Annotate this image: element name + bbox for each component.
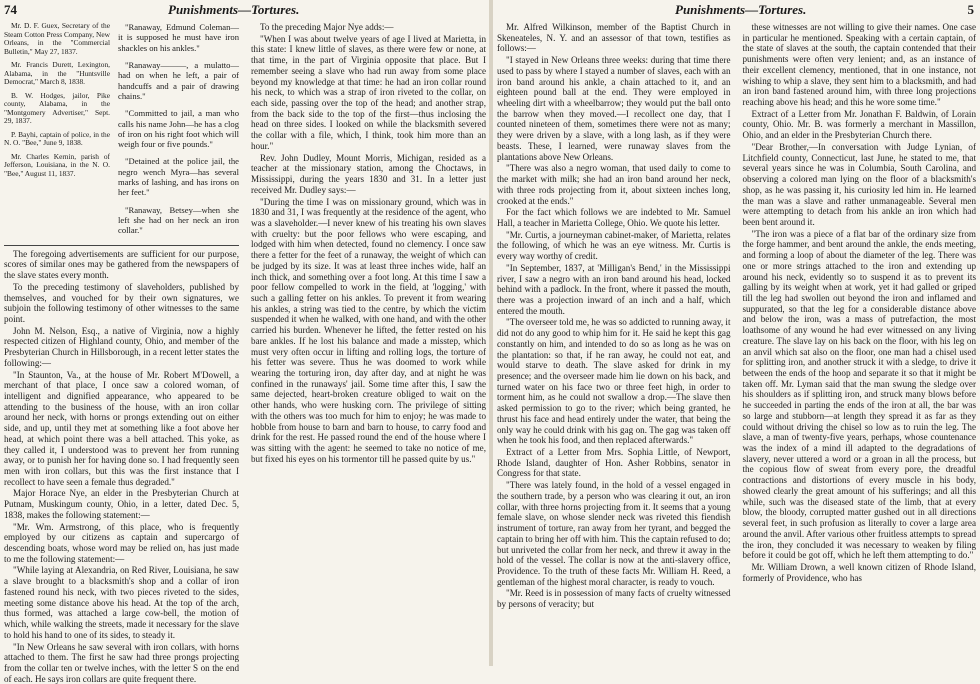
left-page-header <box>0 0 490 18</box>
paragraph: "While laying at Alexandria, on Red River, Louisiana, he saw a slave brought to a blacksmith's shop and a collar of iron fastened round his neck, with two pieces riveted to the sides, meeting some distance above his head. At the top of the arch, thus formed, was attached a large cow-bell, the motion of which, while walking the streets, made it necessary for the slave to hold his hand to one of its sides, to steady it. <box>4 565 239 640</box>
page-number: 5 <box>968 2 975 18</box>
advertisement-texts <box>118 22 239 243</box>
paragraph: Extract of a Letter from Mr. Jonathan F. Baldwin, of Lorain county, Ohio. Mr. B. was formerly a merchant in Massillon, Ohio, and an elder in the Presbyterian Church there. <box>743 109 977 141</box>
right-column-2 <box>743 22 977 666</box>
left-page <box>0 0 490 666</box>
advertisement: "Ranaway———, a mulatto—had on when he left, a pair of handcuffs and a pair of drawing chains." <box>118 60 239 101</box>
paragraph: "Dear Brother,—In conversation with Judge Lynian, of Litchfield county, Connecticut, last June, he stated to me, that several years since he was in Columbia, South Carolina, and observing a colored man lying on the floor of a blacksmith's shop, as he was passing it, his curiosity led him in. He learned the man was a slave and rather unmanageable. Several men were attempting to detach from his ankle an iron which had been bent around it. <box>743 142 977 228</box>
left-column-2 <box>251 22 486 666</box>
advertisement: "Ranaway, Edmund Coleman—it is supposed he must have iron shackles on his ankles." <box>118 22 239 53</box>
right-page <box>493 0 980 666</box>
paragraph: Mr. William Drown, a well known citizen of Rhode Island, formerly of Providence, who has <box>743 562 977 583</box>
paragraph: "There was also a negro woman, that used daily to come to the market with milk; she had an iron band around her neck, with three rods projecting from it, about sixteen inches long, crooked at the ends." <box>497 163 731 206</box>
advertiser: B. W. Hodges, jailor, Pike county, Alabama, in the "Montgomery Advertiser," Sept. 29, 1837. <box>4 92 110 126</box>
paragraph: "In September, 1837, at 'Milligan's Bend,' in the Mississippi river, I saw a negro with an iron band around his head, locked behind with a padlock. In the front, where it passed the mouth, there was a projection inward of an inch and a half, which entered the mouth. <box>497 263 731 317</box>
right-page-header <box>493 0 980 18</box>
paragraph: "The overseer told me, he was so addicted to running away, it did not do any good to whip him for it. He said he kept this gag constantly on him, and intended to do so as long as he was on the plantation: so that, if he ran away, he could not eat, and would starve to death. The slave asked for drink in my presence; and the overseer made him lie down on his back, and turned water on his face two or three feet high, in order to torment him, as he could not swallow a drop.—The slave then asked permission to go to the river; which being granted, he thrust his face and head entirely under the water, that being the only way he could drink with his gag on. The gag was taken off when he took his food, and then replaced afterwards." <box>497 317 731 446</box>
paragraph: Extract of a Letter from Mrs. Sophia Little, of Newport, Rhode Island, daughter of Hon. Asher Robbins, senator in Congress for that state. <box>497 447 731 479</box>
paragraph: The foregoing advertisements are sufficient for our purpose, scores of similar ones may be gathered from the newspapers of the slave states every month. <box>4 249 239 281</box>
paragraph: "In Staunton, Va., at the house of Mr. Robert M'Dowell, a merchant of that place, I once saw a colored woman, of intelligent and dignified appearance, who appeared to be attending to the business of the house, with an iron collar around her neck, with horns or prongs extending out on either side, and up, until they met at something like a foot above her head, at which point there was a bell attached. This yoke, as they called it, I understood was to prevent her from running away, or to punish her for having done so. I had frequently seen men with iron collars, but this was the first instance that I recollect to have seen a female thus degraded." <box>4 370 239 488</box>
advertiser: Mr. Francis Durett, Lexington, Alabama, in the "Huntsville Democrat," March 8, 1838. <box>4 61 110 87</box>
paragraph: "When I was about twelve years of age I lived at Marietta, in this state: I knew little of slaves, as there were few or none, at that time, in the part of Virginia opposite that place. But I remember seeing a slave who had run away from some place beyond my knowledge at that time: he had an iron collar round his neck, to which was a strap of iron riveted to the collar, on each side, passing over the top of the head; and another strap, from the back side to the top of the first—thus inclosing the head on three sides. I looked on while the blacksmith severed the collar with a file, which, I think, took him more than an hour." <box>251 34 486 152</box>
paragraph: these witnesses are not willing to give their names. One case in particular he mentioned. Speaking with a certain captain, of the state of slaves at the south, the captain contended that their punishments were often very lenient; and, as an instance of their excellent clemency, mentioned, that in one instance, not wishing to whip a slave, they sent him to a blacksmith, and had an iron band fastened around him, with three long projections reaching above his head; and this he wore some time." <box>743 22 977 108</box>
right-page-columns <box>497 22 976 666</box>
advertisement: "Committed to jail, a man who calls his name John—he has a clog of iron on his right foot which will weigh four or five pounds." <box>118 108 239 149</box>
paragraph: Mr. Alfred Wilkinson, member of the Baptist Church in Skeneateles, N. Y. and an assessor of that town, testifies as follows:— <box>497 22 731 54</box>
paragraph: John M. Nelson, Esq., a native of Virginia, now a highly respected citizen of Highland county, Ohio, and member of the Presbyterian Church in Hillsborough, in a recent letter states the following:— <box>4 326 239 369</box>
paragraph: To the preceding testimony of slaveholders, published by themselves, and vouched for by their own signatures, we subjoin the following testimony of other witnesses to the same point. <box>4 282 239 325</box>
paragraph: For the fact which follows we are indebted to Mr. Samuel Hall, a teacher in Marietta College, Ohio. We quote his letter. <box>497 207 731 228</box>
advertisements-block <box>4 22 239 243</box>
paragraph: Rev. John Dudley, Mount Morris, Michigan, resided as a teacher at the missionary station, among the Choctaws, in Mississippi, during the years 1830 and 31. In a letter just received Mr. Dudley says:— <box>251 153 486 196</box>
advertisement: "Ranaway, Betsey—when she left she had on her neck an iron collar." <box>118 205 239 236</box>
paragraph: "Mr. Wm. Armstrong, of this place, who is frequently employed by our citizens as captain and supercargo of descending boats, whose word may be relied on, has just made to me the following statement:— <box>4 522 239 565</box>
paragraph: "Mr. Curtis, a journeyman cabinet-maker, of Marietta, relates the following, of which he was an eye witness. Mr. Curtis is every way worthy of credit. <box>497 230 731 262</box>
advertisers-list <box>4 22 110 243</box>
left-page-columns <box>4 22 486 666</box>
advertiser: Mr. Charles Kernin, parish of Jefferson, Louisiana, in the N. O. "Bee," August 11, 1837. <box>4 153 110 179</box>
paragraph: "The iron was a piece of a flat bar of the ordinary size from the forge hammer, and bent around the ankle, the ends meeting, and forming a loop of about the diameter of the leg. There was one or more strings attached to the iron and extending up around his neck, evidently so to suspend it as to prevent its galling by its weight when at work, yet it had galled or griped till the leg had swollen out beyond the iron and inflamed and suppurated, so that the leg for a considerable distance above and below the iron, was a mass of putrefaction, the most loathsome of any wound he had ever witnessed on any living creature. The slave lay on his back on the floor, with his leg on an anvil which sat also on the floor, one man had a chisel used for splitting iron, and another struck it with a sledge, to drive it between the ends of the hoop and separate it so that it might be taken off. Mr. Lyman said that the man swung the sledge over his shoulders as if splitting iron, and struck many blows before he succeeded in parting the ends of the iron at all, the bar was so large and stubborn—at length they spread it as far as they could without driving the chisel so low as to ruin the leg. The slave, a man of twenty-five years, perhaps, whose countenance was the index of a mind ill adapted to the degradations of slavery, never uttered a word or a groan in all the process, but the copious flow of sweat from every pore, the dreadful contractions and distortions of every muscle in his body, showed clearly the great amount of his sufferings; and all this while, such was the diseased state of the limb, that at every blow, the bloody, corrupted matter gushed out in all directions several feet, in such profusion as literally to cover a large area around the anvil. After various other fruitless attempts to spread the iron, they concluded it was necessary to weaken by filing before it could be got off, which he left them attempting to do." <box>743 229 977 561</box>
left-column-1 <box>4 22 239 666</box>
divider <box>4 245 239 246</box>
paragraph: Major Horace Nye, an elder in the Presbyterian Church at Putnam, Muskingum county, Ohio, in a letter, dated Dec. 5, 1838, makes the following statement:— <box>4 488 239 520</box>
running-head: Punishments—Tortures. <box>675 2 806 18</box>
paragraph: "I stayed in New Orleans three weeks: during that time there used to pass by where I stayed a number of slaves, each with an iron band around his ankle, a chain attached to it, and an eighteen pound ball at the end. They were employed in wheeling dirt with a wheelbarrow; they would put the ball onto the barrow when they moved.—I recollect one day, that I counted nineteen of them, sometimes there were not as many; they were driven by a slave, with a long lash, as if they were beasts. These, I learned, were runaway slaves from the plantations above New Orleans. <box>497 55 731 162</box>
advertiser: Mr. D. F. Guex, Secretary of the Steam Cotton Press Company, New Orleans, in the "Commercial Bulletin," May 27, 1837. <box>4 22 110 56</box>
right-column-1 <box>497 22 731 666</box>
running-head: Punishments—Tortures. <box>168 2 299 18</box>
paragraph: "During the time I was on missionary ground, which was in 1830 and 31, I was frequently at the residence of the agent, who was a slaveholder.—I never knew of his treating his own slaves with cruelty: but the poor fellows who were escaping, and lodged with him when detected, found no clemency. I once saw there a fetter for the feet of a runaway, the weight of which can be judged by its size. It was at least three inches wide, half an inch thick, and something over a foot long. At this time I saw a poor fellow compelled to work in the field, at 'logging,' with such a galling fetter on his ankles. To prevent it from wearing his ankles, a string was tied to the centre, by which the victim suspended it when he walked, with one hand, and with the other carried his burden. Whenever he lifted, the fetter rested on his bare ankles. If he lost his balance and made a misstep, which must very often occur in lifting and rolling logs, the torture of his fetter was severe. Thus he was doomed to work while wearing the torturing iron, day after day, and at night he was confined in the runaways' jail. Some time after this, I saw the same dejected, heart-broken creature obliged to wait on the other hands, who were husking corn. The privilege of sitting with the others was too much for him to enjoy; he was made to hobble from house to barn and barn to house, to carry food and drink for the rest. He passed round the end of the house where I was sitting with the agent: he seemed to take no notice of me, but fixed his eyes on his tormentor till he passed quite by us." <box>251 197 486 465</box>
page-number: 74 <box>4 2 17 18</box>
advertiser: P. Bayhi, captain of police, in the N. O. "Bee," June 9, 1838. <box>4 131 110 148</box>
paragraph: "Mr. Reed is in possession of many facts of cruelty witnessed by persons of veracity; but <box>497 588 731 609</box>
advertisement: "Detained at the police jail, the negro wench Myra—has several marks of lashing, and has irons on her feet." <box>118 156 239 197</box>
paragraph: "In New Orleans he saw several with iron collars, with horns attached to them. The first he saw had three prongs projecting from the collar ten or twelve inches, with the letter S on the end of each. He says iron collars are quite frequent there. <box>4 642 239 684</box>
paragraph: "There was lately found, in the hold of a vessel engaged in the southern trade, by a person who was clearing it out, an iron collar, with three horns projecting from it. It seems that a young female slave, on whose slender neck was riveted this fiendish instrument of torture, ran away from her tyrant, and begged the captain to bring her off with him. This the captain refused to do; but unriveted the collar from her neck, and threw it away in the hold of the vessel. The collar is now at the anti-slavery office, Providence. To the truth of these facts Mr. William H. Reed, a gentleman of the highest moral character, is ready to vouch. <box>497 480 731 587</box>
paragraph: To the preceding Major Nye adds:— <box>251 22 486 33</box>
